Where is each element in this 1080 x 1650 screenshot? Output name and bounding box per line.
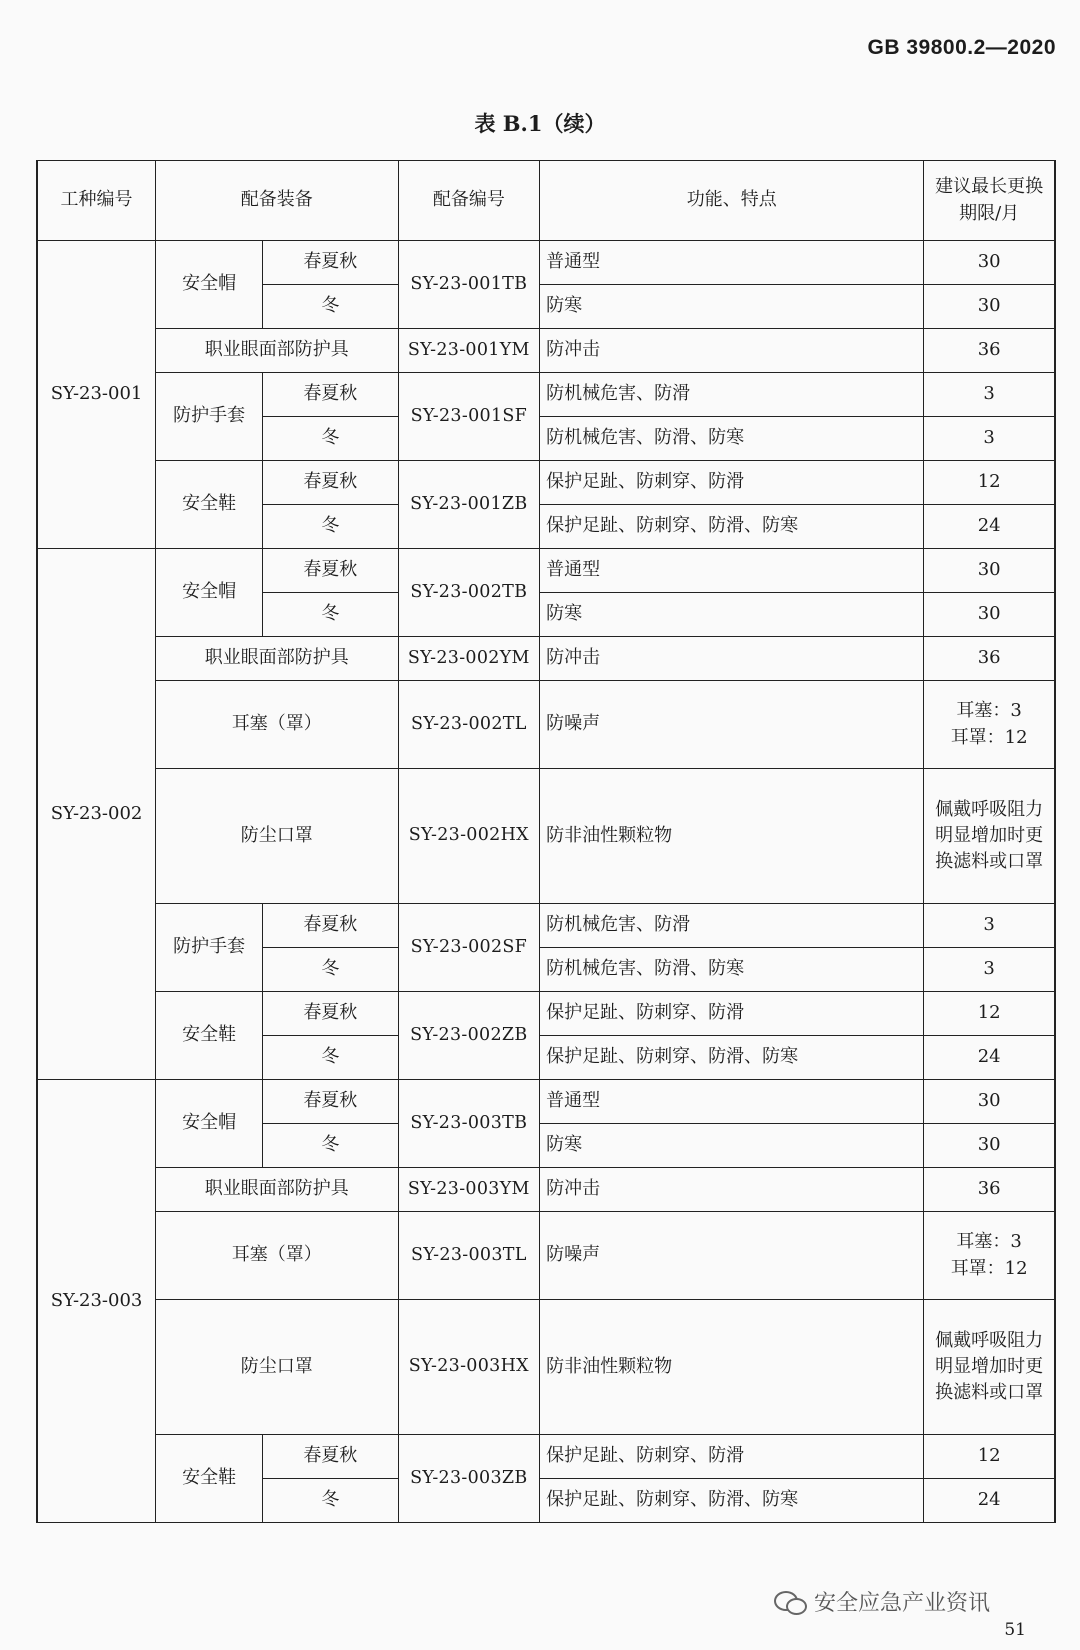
equipment-code: SY-23-003HX [398, 1300, 540, 1435]
feature: 防噪声 [540, 681, 924, 769]
season: 冬 [263, 1036, 398, 1080]
equipment-name: 安全鞋 [156, 992, 263, 1080]
table-row [37, 549, 1055, 593]
table-row [37, 1080, 1055, 1124]
replacement-period [924, 1212, 1055, 1300]
feature: 防噪声 [540, 1212, 924, 1300]
replacement-period: 12 [924, 461, 1055, 505]
header-function: 功能、特点 [540, 161, 924, 241]
replacement-period: 3 [924, 373, 1055, 417]
equipment-name: 安全帽 [156, 549, 263, 637]
replacement-period: 30 [924, 285, 1055, 329]
replacement-period: 3 [924, 948, 1055, 992]
equipment-name: 防护手套 [156, 904, 263, 992]
equipment-name: 安全帽 [156, 241, 263, 329]
replacement-period: 30 [924, 1124, 1055, 1168]
season: 冬 [263, 285, 398, 329]
season: 冬 [263, 948, 398, 992]
table-row [37, 1300, 1055, 1435]
replacement-period: 12 [924, 992, 1055, 1036]
equipment-code: SY-23-001TB [398, 241, 540, 329]
feature: 防机械危害、防滑 [540, 904, 924, 948]
equipment-code: SY-23-001SF [398, 373, 540, 461]
equipment-name: 耳塞（罩） [156, 1212, 398, 1300]
feature: 防机械危害、防滑 [540, 373, 924, 417]
table-body [37, 241, 1055, 1523]
table-row [37, 329, 1055, 373]
equipment-code: SY-23-002TL [398, 681, 540, 769]
replacement-period: 3 [924, 904, 1055, 948]
watermark-text: 安全应急产业资讯 [813, 1591, 990, 1616]
period-line: 耳罩：12 [950, 726, 1028, 748]
replacement-period: 24 [924, 505, 1055, 549]
period-line: 明显增加时更 [935, 1355, 1044, 1377]
equipment-code: SY-23-002ZB [398, 992, 540, 1080]
season: 春夏秋 [263, 461, 398, 505]
equipment-code: SY-23-003TL [398, 1212, 540, 1300]
equipment-name: 耳塞（罩） [156, 681, 398, 769]
header-replacement-period: 建议最长更换期限/月 [924, 161, 1055, 241]
table-row [37, 1212, 1055, 1300]
equipment-name: 安全鞋 [156, 461, 263, 549]
season: 冬 [263, 417, 398, 461]
feature: 防寒 [540, 593, 924, 637]
feature: 防机械危害、防滑、防寒 [540, 417, 924, 461]
table-row [37, 769, 1055, 904]
equipment-code: SY-23-001ZB [398, 461, 540, 549]
table-row [37, 681, 1055, 769]
equipment-code: SY-23-003YM [398, 1168, 540, 1212]
feature: 保护足趾、防刺穿、防滑 [540, 1435, 924, 1479]
equipment-code: SY-23-001YM [398, 329, 540, 373]
table-caption: 表 B.1（续） [474, 111, 606, 136]
job-code: SY-23-002 [37, 549, 156, 1080]
season: 春夏秋 [263, 373, 398, 417]
period-line: 换滤料或口罩 [935, 851, 1044, 873]
header-equipment-code: 配备编号 [398, 161, 540, 241]
replacement-period: 36 [924, 637, 1055, 681]
period-line: 耳罩：12 [950, 1257, 1028, 1279]
feature: 防冲击 [540, 637, 924, 681]
equipment-code: SY-23-003TB [398, 1080, 540, 1168]
feature: 防寒 [540, 1124, 924, 1168]
equipment-name: 防尘口罩 [156, 769, 398, 904]
wechat-icon [774, 1589, 808, 1615]
season: 冬 [263, 1124, 398, 1168]
season: 冬 [263, 505, 398, 549]
feature: 保护足趾、防刺穿、防滑 [540, 992, 924, 1036]
feature: 普通型 [540, 241, 924, 285]
replacement-period [924, 681, 1055, 769]
season: 春夏秋 [263, 1435, 398, 1479]
equipment-name: 安全鞋 [156, 1435, 263, 1523]
table-row [37, 373, 1055, 417]
period-line: 佩戴呼吸阻力 [935, 798, 1044, 820]
equipment-table [36, 160, 1056, 1523]
feature: 保护足趾、防刺穿、防滑、防寒 [540, 505, 924, 549]
equipment-name: 职业眼面部防护具 [156, 329, 398, 373]
feature: 防机械危害、防滑、防寒 [540, 948, 924, 992]
replacement-period: 3 [924, 417, 1055, 461]
season: 春夏秋 [263, 241, 398, 285]
job-code: SY-23-001 [37, 241, 156, 549]
period-line: 耳塞：3 [956, 700, 1022, 722]
replacement-period [924, 769, 1055, 904]
feature: 防冲击 [540, 1168, 924, 1212]
table-row [37, 992, 1055, 1036]
equipment-code: SY-23-002TB [398, 549, 540, 637]
table-row [37, 241, 1055, 285]
header-equipment: 配备装备 [156, 161, 398, 241]
replacement-period: 36 [924, 1168, 1055, 1212]
period-line: 换滤料或口罩 [935, 1382, 1044, 1404]
equipment-name: 防尘口罩 [156, 1300, 398, 1435]
table-header-row [37, 161, 1055, 241]
replacement-period: 12 [924, 1435, 1055, 1479]
equipment-code: SY-23-002YM [398, 637, 540, 681]
season: 春夏秋 [263, 1080, 398, 1124]
feature: 保护足趾、防刺穿、防滑、防寒 [540, 1479, 924, 1523]
replacement-period: 30 [924, 241, 1055, 285]
equipment-name: 职业眼面部防护具 [156, 637, 398, 681]
replacement-period [924, 1300, 1055, 1435]
replacement-period: 24 [924, 1479, 1055, 1523]
feature: 普通型 [540, 549, 924, 593]
replacement-period: 30 [924, 593, 1055, 637]
replacement-period: 36 [924, 329, 1055, 373]
season: 春夏秋 [263, 992, 398, 1036]
feature: 保护足趾、防刺穿、防滑 [540, 461, 924, 505]
table-row [37, 637, 1055, 681]
table-row [37, 1435, 1055, 1479]
equipment-name: 防护手套 [156, 373, 263, 461]
equipment-name: 职业眼面部防护具 [156, 1168, 398, 1212]
table-row [37, 461, 1055, 505]
equipment-name: 安全帽 [156, 1080, 263, 1168]
season: 春夏秋 [263, 549, 398, 593]
equipment-code: SY-23-002SF [398, 904, 540, 992]
header-job-code: 工种编号 [37, 161, 156, 241]
feature: 防非油性颗粒物 [540, 769, 924, 904]
replacement-period: 30 [924, 549, 1055, 593]
season: 冬 [263, 1479, 398, 1523]
standard-number: GB 39800.2—2020 [867, 36, 1056, 59]
job-code: SY-23-003 [37, 1080, 156, 1523]
replacement-period: 30 [924, 1080, 1055, 1124]
equipment-code: SY-23-003ZB [398, 1435, 540, 1523]
season: 春夏秋 [263, 904, 398, 948]
feature: 防冲击 [540, 329, 924, 373]
page-number: 51 [1004, 1620, 1026, 1640]
replacement-period: 24 [924, 1036, 1055, 1080]
feature: 防寒 [540, 285, 924, 329]
period-line: 耳塞：3 [956, 1231, 1022, 1253]
period-line: 明显增加时更 [935, 824, 1044, 846]
table-row [37, 1168, 1055, 1212]
table-row [37, 904, 1055, 948]
equipment-code: SY-23-002HX [398, 769, 540, 904]
period-line: 佩戴呼吸阻力 [935, 1329, 1044, 1351]
feature: 普通型 [540, 1080, 924, 1124]
feature: 保护足趾、防刺穿、防滑、防寒 [540, 1036, 924, 1080]
season: 冬 [263, 593, 398, 637]
feature: 防非油性颗粒物 [540, 1300, 924, 1435]
watermark [774, 1586, 990, 1617]
